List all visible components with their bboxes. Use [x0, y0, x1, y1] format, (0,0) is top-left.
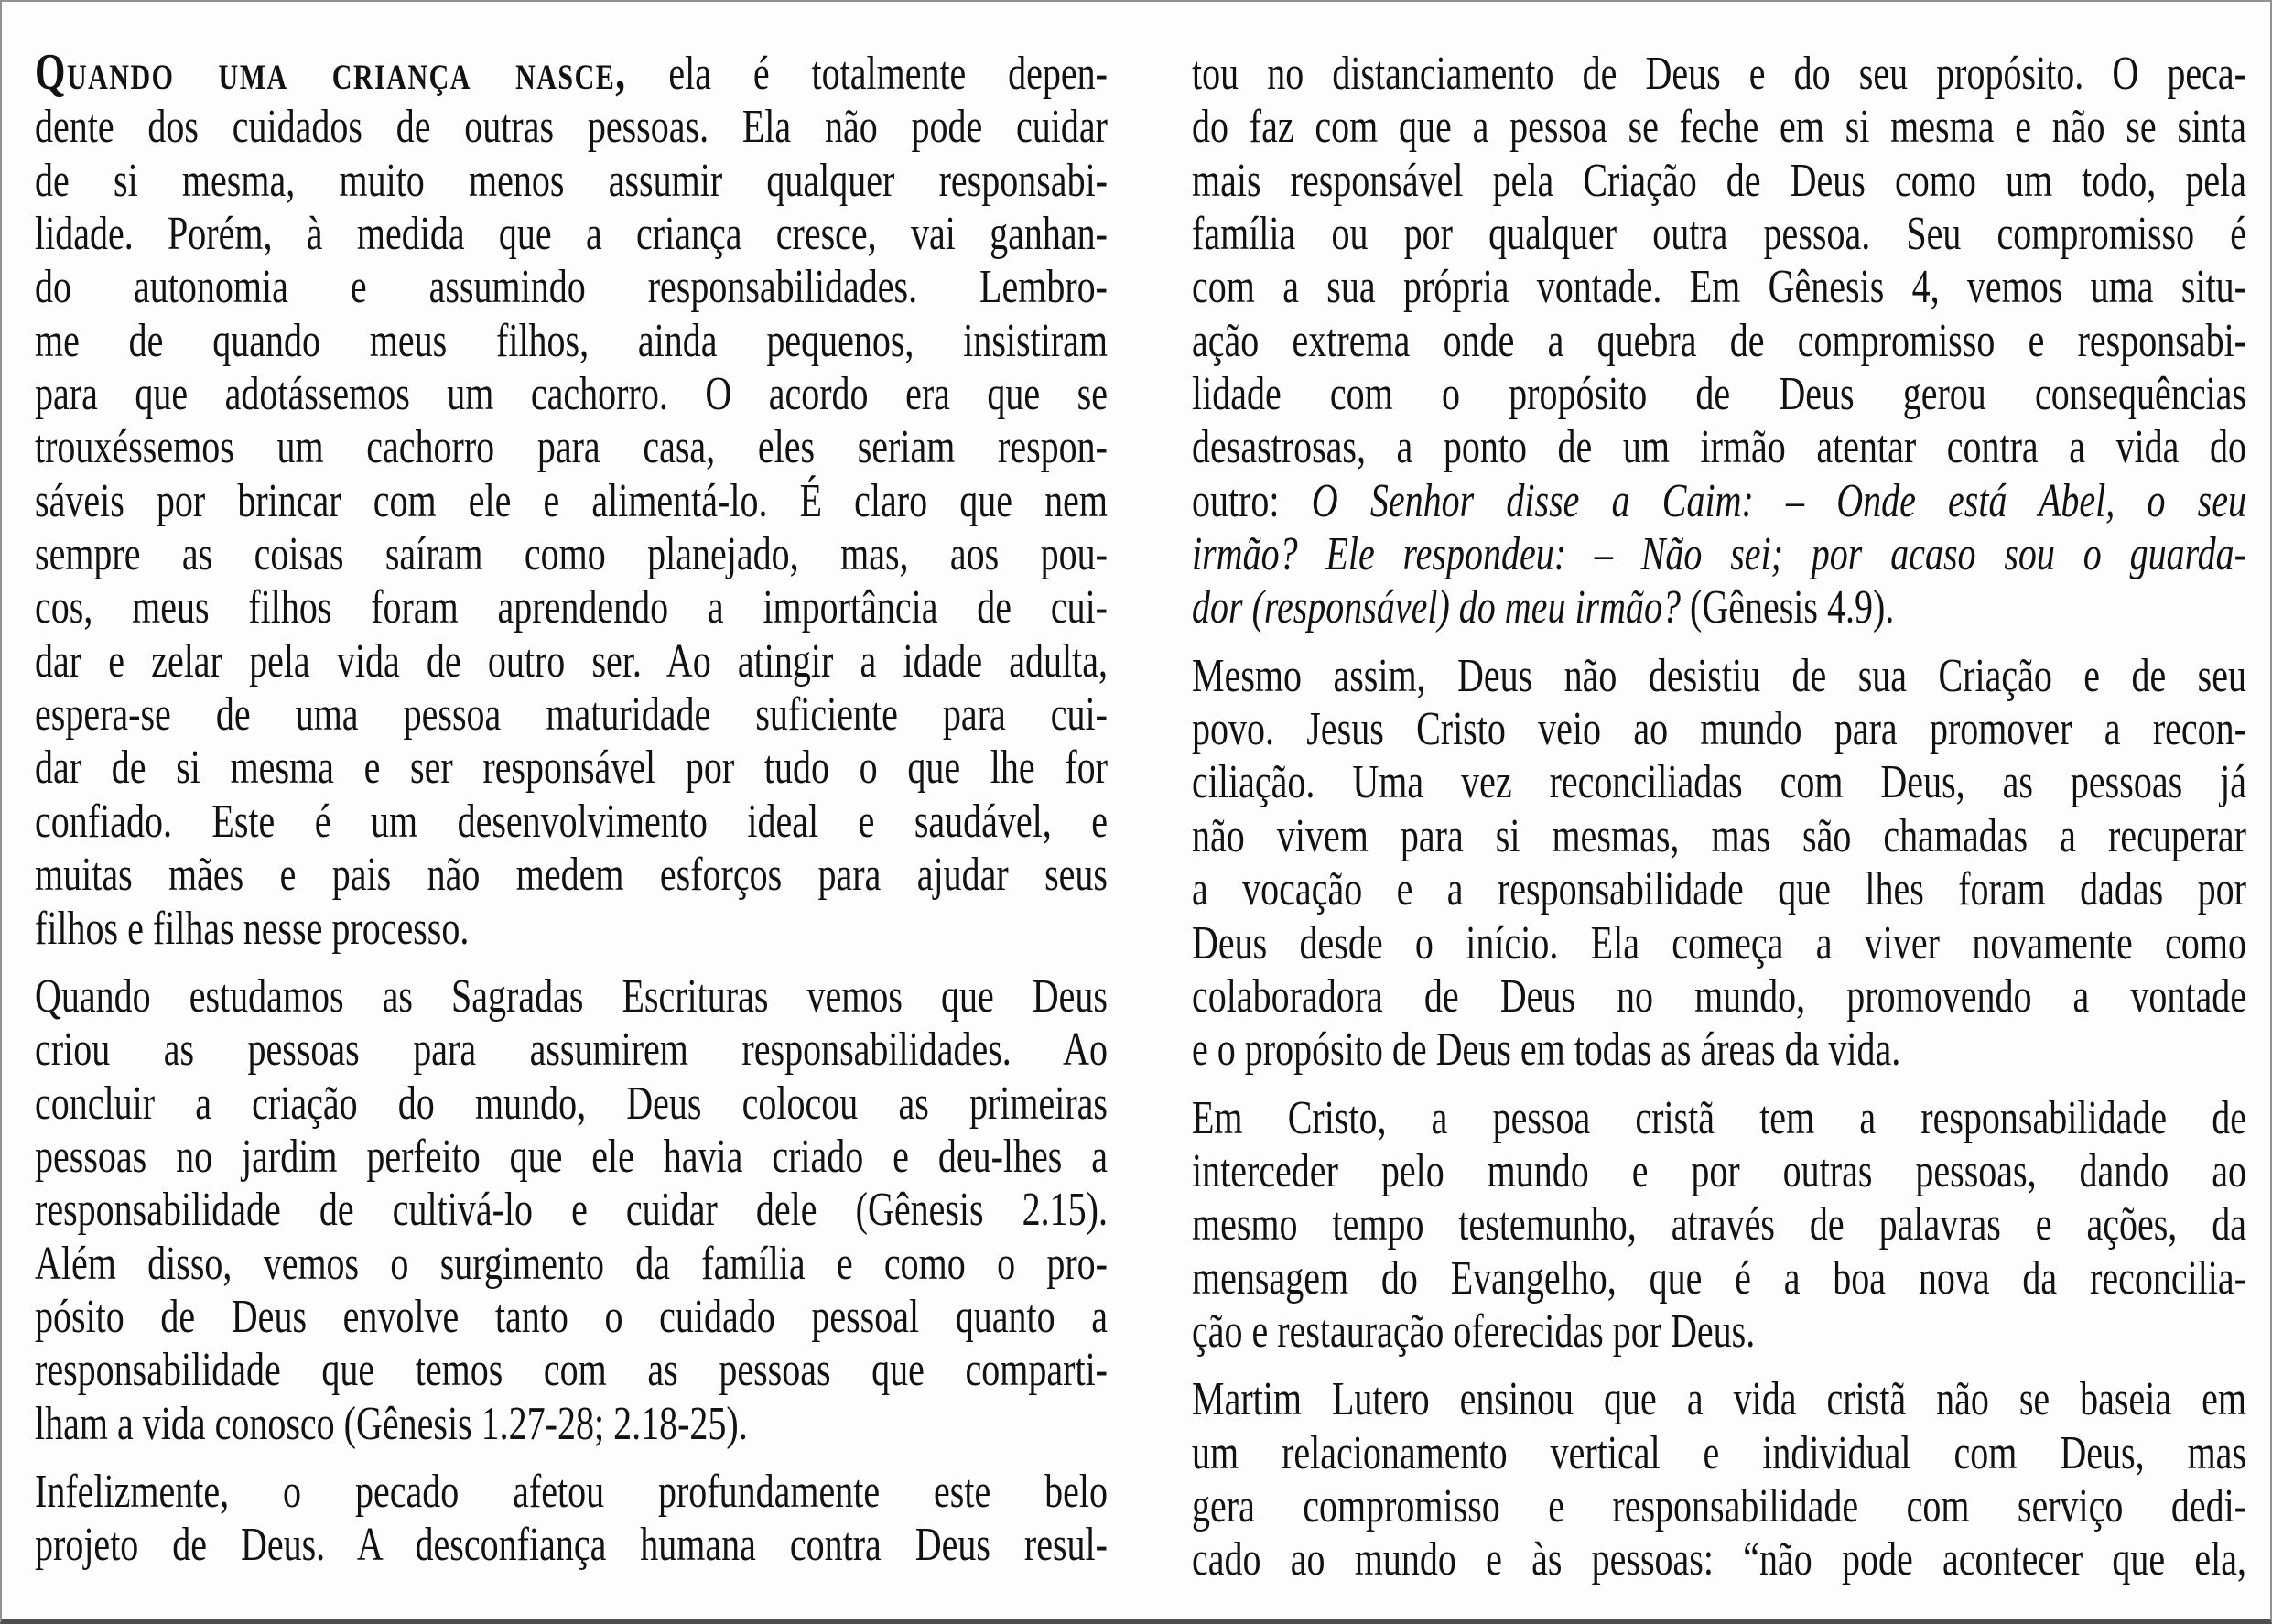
body-text: responsabilidade que temos com as pessoas que comparti-	[35, 1342, 1108, 1396]
text-line	[1192, 1015, 2246, 1085]
text-line	[1192, 1525, 2246, 1595]
body-text: responsabilidade de cultivá-lo e cuidar dele (Gênesis 2.15).	[35, 1182, 1108, 1236]
paragraph	[1192, 1089, 2246, 1359]
body-text: dar e zelar pela vida de outro ser. Ao atingir a idade adulta,	[35, 633, 1108, 687]
paragraph	[35, 44, 1108, 956]
paragraph	[1192, 647, 2246, 1077]
body-text: Mesmo assim, Deus não desistiu de sua Criação e de seu	[1192, 647, 2246, 702]
body-text: mesmo tempo testemunho, através de palavras e ações, da	[1192, 1196, 2246, 1250]
body-text: dar de si mesma e ser responsável por tudo o que lhe for	[35, 740, 1108, 795]
paragraph	[35, 1466, 1108, 1573]
body-text: dente dos cuidados de outras pessoas. Ela não pode cuidar	[35, 99, 1108, 154]
body-text: ela é totalmente depen-	[626, 46, 1108, 100]
body-text: tou no distanciamento de Deus e do seu propósito. O peca-	[1192, 46, 2246, 100]
body-text: filhos e filhas nesse processo.	[35, 900, 470, 955]
body-text: do autonomia e assumindo responsabilidades. Lembro-	[35, 259, 1108, 314]
lead-smallcaps-text: Quando uma criança nasce,	[35, 44, 627, 101]
text-line	[35, 893, 1108, 963]
body-text: cos, meus filhos foram aprendendo a importância de cui-	[35, 579, 1108, 634]
body-text: pósito de Deus envolve tanto o cuidado pessoal quanto a	[35, 1289, 1108, 1343]
body-text: colaboradora de Deus no mundo, promovendo a vontade	[1192, 969, 2246, 1023]
body-text: para que adotássemos um cachorro. O acordo era que se	[35, 366, 1108, 420]
body-text: de si mesma, muito menos assumir qualquer responsabi-	[35, 152, 1108, 207]
body-text: sáveis por brincar com ele e alimentá-lo. É claro que nem	[35, 472, 1108, 527]
body-text: cado ao mundo e às pessoas: “não pode acontecer que ela,	[1192, 1532, 2246, 1586]
body-text: espera-se de uma pessoa maturidade suficiente para cui-	[35, 687, 1108, 741]
body-text: lidade. Porém, à medida que a criança cresce, vai ganhan-	[35, 206, 1108, 260]
body-text: não vivem para si mesmas, mas são chamadas a recuperar	[1192, 807, 2246, 862]
body-text: Infelizmente, o pecado afetou profundamente este belo	[35, 1464, 1108, 1518]
left-text-column	[35, 44, 1108, 1573]
paragraph	[1192, 1373, 2246, 1586]
body-text: Quando estudamos as Sagradas Escrituras vemos que Deus	[35, 969, 1108, 1023]
body-text: me de quando meus filhos, ainda pequenos, insistiram	[35, 312, 1108, 367]
body-text: e o propósito de Deus em todas as áreas da vida.	[1192, 1022, 1901, 1076]
body-text: concluir a criação do mundo, Deus colocou as primeiras	[35, 1075, 1108, 1130]
body-text: mais responsável pela Criação de Deus como um todo, pela	[1192, 152, 2246, 207]
text-line	[35, 1510, 1108, 1580]
text-line	[35, 1389, 1108, 1458]
body-text: confiado. Este é um desenvolvimento ideal e saudável, e	[35, 793, 1108, 848]
text-line	[1192, 1296, 2246, 1366]
text-line	[1192, 573, 2246, 643]
italic-quote-text: O Senhor disse a Caim: – Onde está Abel, o seu	[1311, 472, 2247, 527]
paragraph	[35, 970, 1108, 1451]
body-text: sempre as coisas saíram como planejado, mas, aos pou-	[35, 526, 1108, 580]
italic-quote-text: irmão? Ele respondeu: – Não sei; por acaso sou o guarda-	[1192, 526, 2246, 580]
body-text: do faz com que a pessoa se feche em si mesma e não se sinta	[1192, 99, 2246, 154]
body-text: interceder pelo mundo e por outras pessoas, dando ao	[1192, 1143, 2246, 1197]
body-text: mensagem do Evangelho, que é a boa nova da reconcilia-	[1192, 1250, 2246, 1305]
body-text: ciliação. Uma vez reconciliadas com Deus, as pessoas já	[1192, 754, 2246, 809]
body-text: Em Cristo, a pessoa cristã tem a responsabilidade de	[1192, 1089, 2246, 1144]
body-text: desastrosas, a ponto de um irmão atentar contra a vida do	[1192, 419, 2246, 474]
body-text: Martim Lutero ensinou que a vida cristã não se baseia em	[1192, 1371, 2246, 1425]
body-text: pessoas no jardim perfeito que ele havia criado e deu-lhes a	[35, 1129, 1108, 1183]
body-text: projeto de Deus. A desconfiança humana contra Deus resul-	[35, 1517, 1108, 1571]
body-text: um relacionamento vertical e individual com Deus, mas	[1192, 1424, 2246, 1479]
body-text: lidade com o propósito de Deus gerou consequências	[1192, 366, 2246, 420]
body-text: a vocação e a responsabilidade que lhes foram dadas por	[1192, 861, 2246, 915]
body-text: outro:	[1192, 472, 1312, 527]
body-text: ação extrema onde a quebra de compromisso e responsabi-	[1192, 312, 2246, 367]
paragraph	[1192, 48, 2246, 635]
body-text: ção e restauração oferecidas por Deus.	[1192, 1304, 1756, 1358]
body-text: (Gênesis 4.9).	[1690, 579, 1895, 634]
body-text: trouxéssemos um cachorro para casa, eles seriam respon-	[35, 419, 1108, 474]
right-text-column	[1192, 48, 2246, 1587]
body-text: lham a vida conosco (Gênesis 1.27-28; 2.18-25).	[35, 1395, 748, 1450]
body-text: com a sua própria vontade. Em Gênesis 4, vemos uma situ-	[1192, 259, 2246, 314]
body-text: Além disso, vemos o surgimento da família e como o pro-	[35, 1235, 1108, 1290]
body-text: povo. Jesus Cristo veio ao mundo para promover a recon-	[1192, 701, 2246, 755]
body-text: gera compromisso e responsabilidade com serviço dedi-	[1192, 1478, 2246, 1532]
italic-quote-text: dor (responsável) do meu irmão?	[1192, 579, 1691, 634]
body-text: Deus desde o início. Ela começa a viver novamente como	[1192, 915, 2246, 969]
body-text: muitas mães e pais não medem esforços para ajudar seus	[35, 847, 1108, 901]
body-text: criou as pessoas para assumirem responsabilidades. Ao	[35, 1022, 1108, 1076]
body-text: família ou por qualquer outra pessoa. Seu compromisso é	[1192, 206, 2246, 260]
